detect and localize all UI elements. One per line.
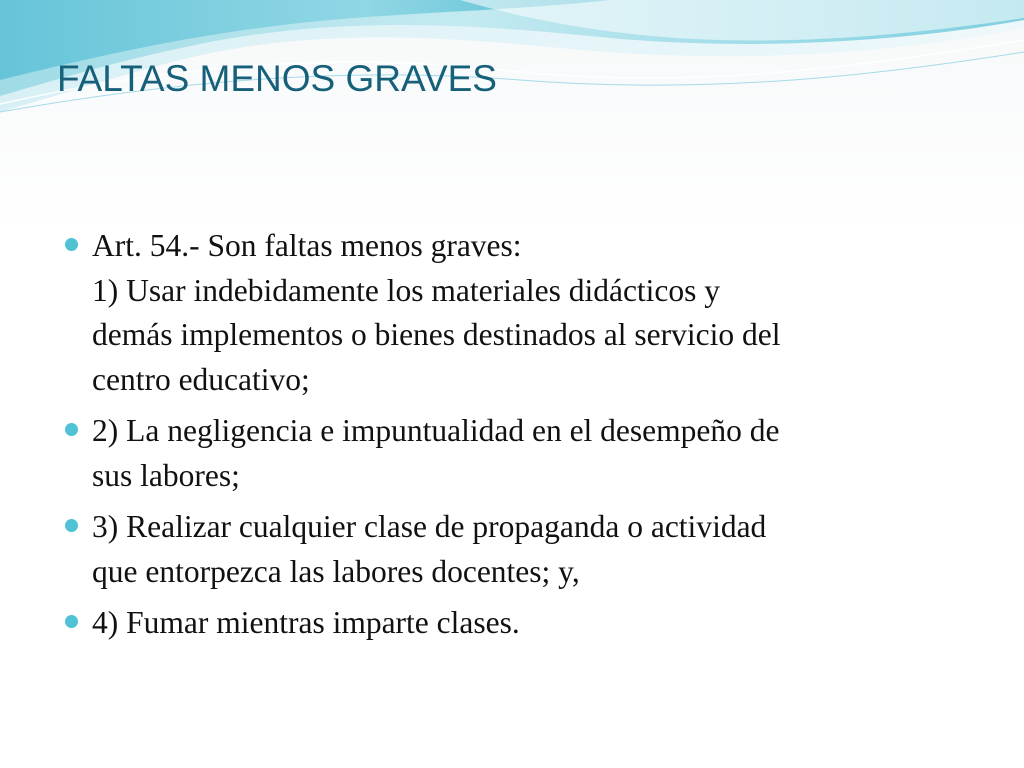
circle-bullet-icon xyxy=(65,423,78,436)
bullet-item xyxy=(60,601,980,646)
bullet-line: demás implementos o bienes destinados al servicio del xyxy=(92,317,781,352)
circle-bullet-icon xyxy=(65,238,78,251)
circle-bullet-icon xyxy=(65,519,78,532)
bullet-item xyxy=(60,505,980,594)
circle-bullet-icon xyxy=(65,615,78,628)
bullet-item xyxy=(60,409,980,498)
bullet-item xyxy=(60,224,980,402)
bullet-line: Art. 54.- Son faltas menos graves: xyxy=(92,228,522,263)
bullet-line: 3) Realizar cualquier clase de propaganda o actividad xyxy=(92,509,767,544)
bullet-line: 2) La negligencia e impuntualidad en el desempeño de xyxy=(92,413,780,448)
bullet-list xyxy=(60,224,980,653)
bullet-line: 4) Fumar mientras imparte clases. xyxy=(92,605,520,640)
bullet-line: 1) Usar indebidamente los materiales didácticos y xyxy=(92,272,721,308)
bullet-line: sus labores; xyxy=(92,457,240,493)
slide-title: FALTAS MENOS GRAVES xyxy=(57,58,497,99)
bullet-line: centro educativo; xyxy=(92,361,310,397)
bullet-line: que entorpezca las labores docentes; y, xyxy=(92,553,580,589)
